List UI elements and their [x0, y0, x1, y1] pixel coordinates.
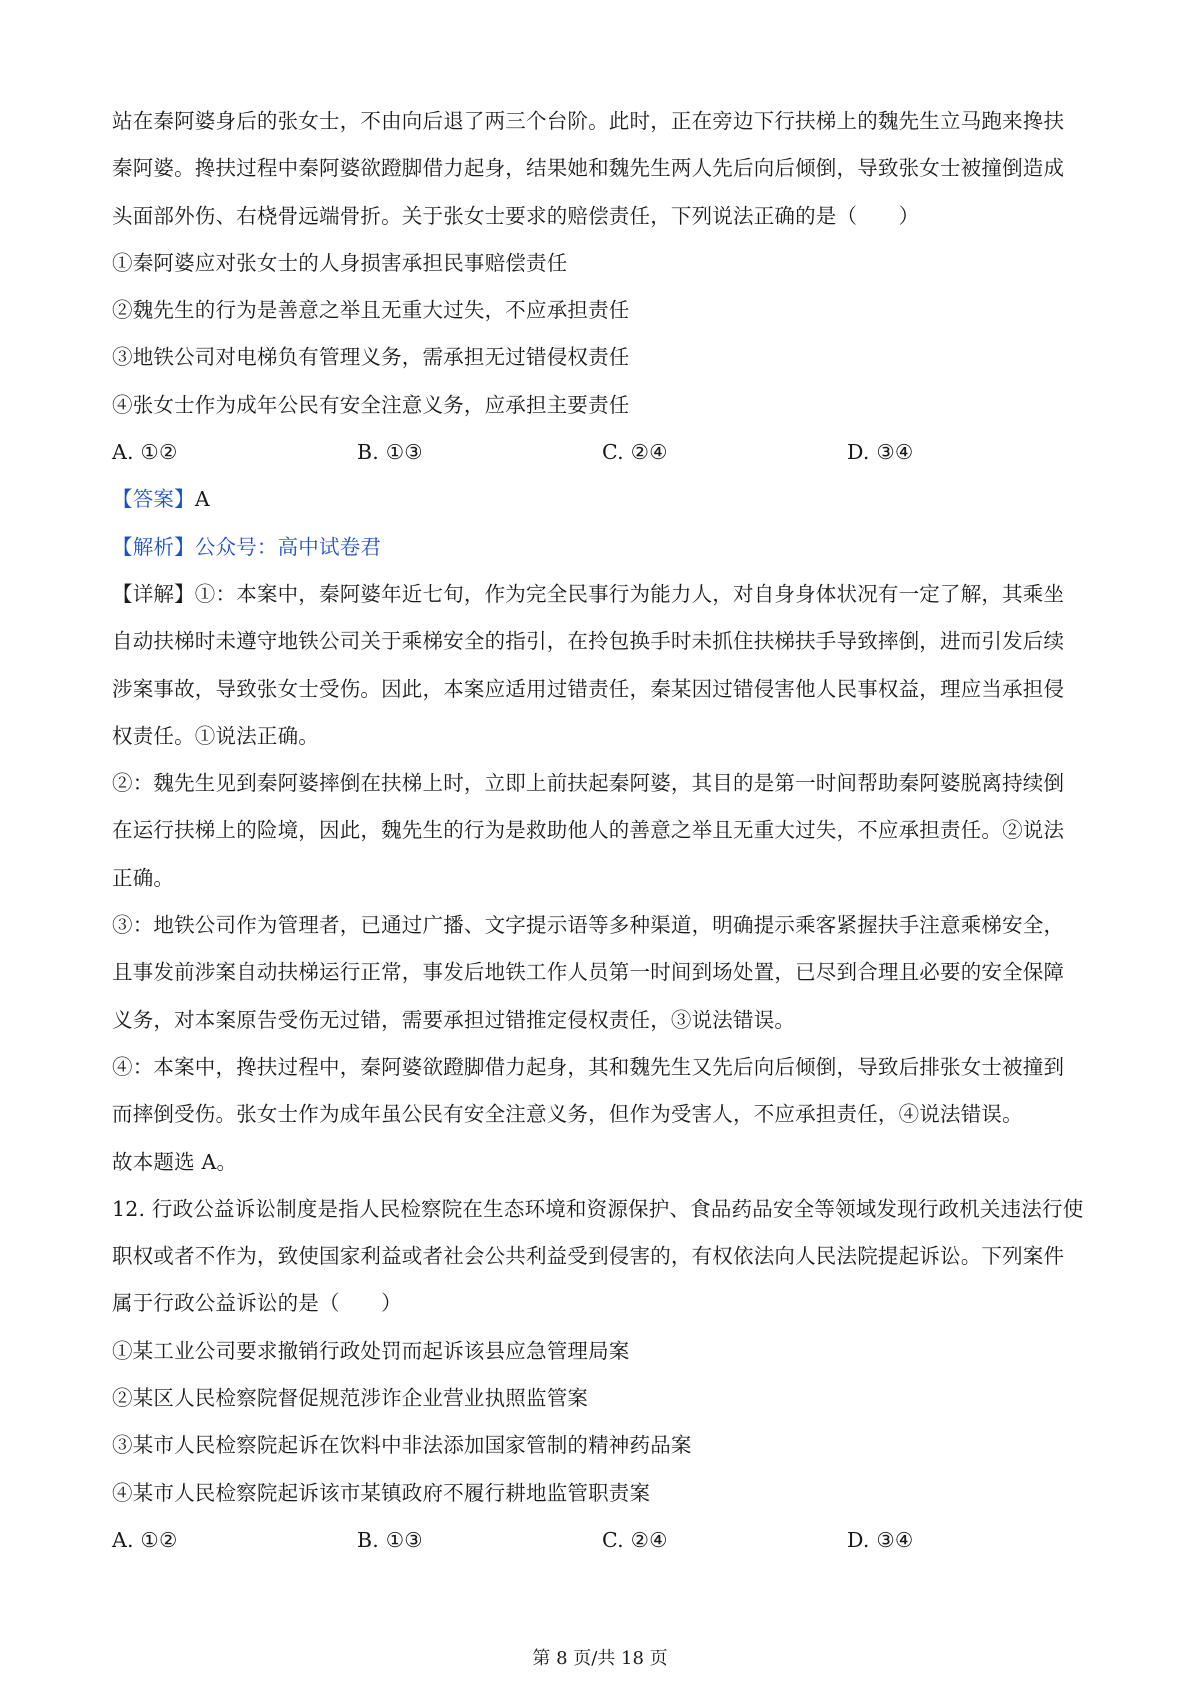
q11-option-c: C. ②④	[602, 440, 668, 465]
q11-options	[112, 429, 1092, 476]
q11-detail-line: 涉案事故，导致张女士受伤。因此，本案应适用过错责任，秦某因过错侵害他人民事权益，理应当承担侵	[112, 676, 1065, 701]
q12-stem-line: 属于行政公益诉讼的是（ ）	[112, 1291, 402, 1316]
q11-detail-line: ④：本案中，搀扶过程中，秦阿婆欲蹬脚借力起身，其和魏先生又先后向后倾倒，导致后排张女士被撞到	[112, 1054, 1065, 1079]
q11-stem-line: 站在秦阿婆身后的张女士，不由向后退了两三个台阶。此时，正在旁边下行扶梯上的魏先生立马跑来搀扶	[112, 109, 1065, 133]
q11-detail-line: 【详解】①：本案中，秦阿婆年近七旬，作为完全民事行为能力人，对自身身体状况有一定了解，其乘坐	[112, 581, 1065, 606]
question-11	[112, 98, 1092, 1186]
q11-detail-line: ③：地铁公司作为管理者，已通过广播、文字提示语等多种渠道，明确提示乘客紧握扶手注意乘梯安全，	[112, 913, 1065, 938]
analysis-label: 【解析】	[112, 534, 195, 559]
q11-analysis	[112, 524, 1092, 571]
q11-statement-2: ②魏先生的行为是善意之举且无重大过失，不应承担责任	[112, 298, 630, 323]
q11-detail-line: 故本题选 A。	[112, 1149, 238, 1174]
q12-statement-2: ②某区人民检察院督促规范涉诈企业营业执照监管案	[112, 1386, 589, 1411]
q12-stem-line: 职权或者不作为，致使国家利益或者社会公共利益受到侵害的，有权依法向人民法院提起诉讼。下列案件	[112, 1244, 1065, 1269]
q12-option-b: B. ①③	[357, 1527, 423, 1552]
q11-answer	[112, 476, 1092, 523]
q11-statement-3: ③地铁公司对电梯负有管理义务，需承担无过错侵权责任	[112, 345, 630, 370]
question-12	[112, 1186, 1092, 1564]
answer-value: A	[194, 487, 210, 512]
q11-detail-line: 在运行扶梯上的险境，因此，魏先生的行为是救助他人的善意之举且无重大过失，不应承担责任。②说法	[112, 818, 1065, 843]
q11-stem-line: 秦阿婆。搀扶过程中秦阿婆欲蹬脚借力起身，结果她和魏先生两人先后向后倾倒，导致张女士被撞倒造成	[112, 156, 1065, 181]
page-number-footer: 第 8 页/共 18 页	[532, 1648, 668, 1669]
page-content	[112, 98, 1092, 1564]
q12-statement-1: ①某工业公司要求撤销行政处罚而起诉该县应急管理局案	[112, 1338, 630, 1363]
answer-label: 【答案】	[112, 487, 195, 512]
q11-option-a: A. ①②	[112, 440, 178, 465]
q11-statement-1: ①秦阿婆应对张女士的人身损害承担民事赔偿责任	[112, 250, 568, 275]
q12-statement-3: ③某市人民检察院起诉在饮料中非法添加国家管制的精神药品案	[112, 1433, 692, 1458]
q12-option-a: A. ①②	[112, 1527, 178, 1552]
q12-stem-line: 12. 行政公益诉讼制度是指人民检察院在生态环境和资源保护、食品药品安全等领域发现行政机关违法行使	[112, 1196, 1084, 1221]
q12-options	[112, 1517, 1092, 1564]
q11-detail-line: 自动扶梯时未遵守地铁公司关于乘梯安全的指引，在拎包换手时未抓住扶梯扶手导致摔倒，进而引发后续	[112, 629, 1065, 654]
q11-detail-line: 义务，对本案原告受伤无过错，需要承担过错推定侵权责任，③说法错误。	[112, 1007, 796, 1032]
q11-detail-line: 且事发前涉案自动扶梯运行正常，事发后地铁工作人员第一时间到场处置，已尽到合理且必要的安全保障	[112, 960, 1065, 985]
q12-statement-4: ④某市人民检察院起诉该市某镇政府不履行耕地监管职责案	[112, 1480, 651, 1505]
q12-option-c: C. ②④	[602, 1527, 668, 1552]
q11-stem-line: 头面部外伤、右桡骨远端骨折。关于张女士要求的赔偿责任，下列说法正确的是（ ）	[112, 203, 920, 228]
q11-detail-line: 正确。	[112, 865, 175, 890]
q11-detail-line: 而摔倒受伤。张女士作为成年虽公民有安全注意义务，但作为受害人，不应承担责任，④说法错误。	[112, 1102, 1023, 1127]
analysis-value: 公众号：高中试卷君	[194, 534, 382, 559]
q11-detail-line: ②：魏先生见到秦阿婆摔倒在扶梯上时，立即上前扶起秦阿婆，其目的是第一时间帮助秦阿婆脱离持续倒	[112, 771, 1065, 796]
q11-option-d: D. ③④	[847, 440, 914, 465]
q11-detail-line: 权责任。①说法正确。	[112, 723, 319, 748]
q11-statement-4: ④张女士作为成年公民有安全注意义务，应承担主要责任	[112, 392, 630, 417]
q12-option-d: D. ③④	[847, 1527, 914, 1552]
q11-option-b: B. ①③	[357, 440, 423, 465]
